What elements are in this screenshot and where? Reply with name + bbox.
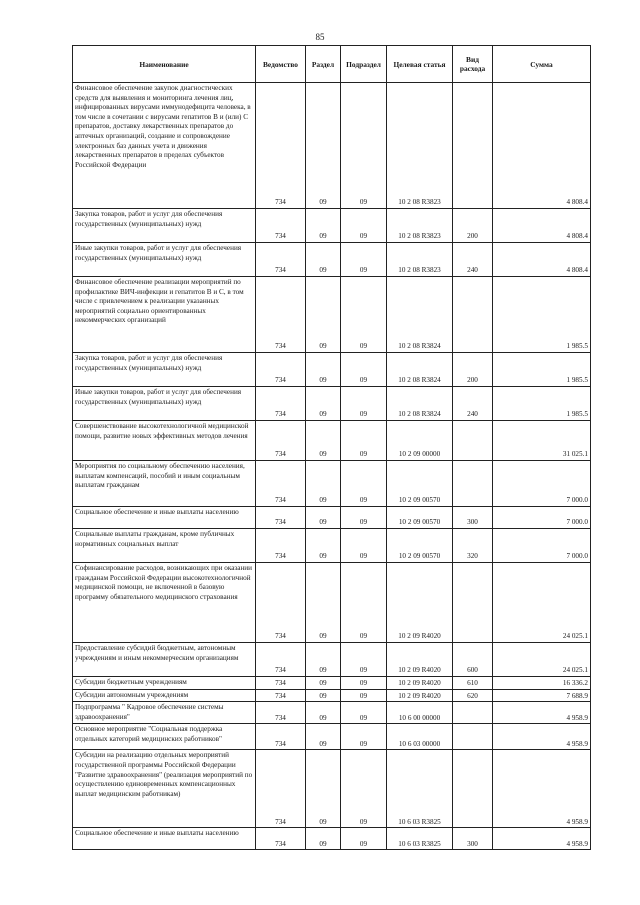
cell-dept: 734 (256, 828, 306, 850)
cell-dept: 734 (256, 529, 306, 563)
cell-section: 09 (306, 209, 341, 243)
table-row (73, 209, 591, 243)
table-row (73, 724, 591, 750)
cell-dept: 734 (256, 750, 306, 828)
cell-subsection: 09 (341, 353, 387, 387)
cell-amount: 1 985.5 (493, 277, 591, 353)
cell-amount: 7 000.0 (493, 461, 591, 507)
cell-amount: 4 808.4 (493, 209, 591, 243)
cell-section: 09 (306, 529, 341, 563)
cell-section: 09 (306, 750, 341, 828)
cell-amount: 7 000.0 (493, 507, 591, 529)
cell-dept: 734 (256, 689, 306, 702)
cell-target: 10 2 09 R4020 (387, 689, 453, 702)
header-amount: Сумма (493, 46, 591, 83)
cell-section: 09 (306, 702, 341, 724)
cell-amount: 7 000.0 (493, 529, 591, 563)
cell-section: 09 (306, 689, 341, 702)
cell-expense-type: 600 (453, 643, 493, 677)
cell-target: 10 2 09 R4020 (387, 643, 453, 677)
cell-target: 10 6 03 00000 (387, 724, 453, 750)
cell-subsection: 09 (341, 209, 387, 243)
table-row (73, 702, 591, 724)
table-row (73, 277, 591, 353)
cell-dept: 734 (256, 353, 306, 387)
cell-expense-type (453, 724, 493, 750)
cell-expense-type: 610 (453, 677, 493, 690)
cell-amount: 4 958.9 (493, 724, 591, 750)
cell-dept: 734 (256, 563, 306, 643)
cell-section: 09 (306, 677, 341, 690)
cell-subsection: 09 (341, 387, 387, 421)
cell-expense-type (453, 750, 493, 828)
cell-subsection: 09 (341, 689, 387, 702)
cell-expense-type: 200 (453, 209, 493, 243)
cell-section: 09 (306, 277, 341, 353)
cell-name: Подпрограмма " Кадровое обеспечение системы здравоохранения" (73, 702, 256, 724)
cell-section: 09 (306, 461, 341, 507)
table-row (73, 461, 591, 507)
cell-name: Предоставление субсидий бюджетным, автономным учреждениям и иным некоммерческим организациям (73, 643, 256, 677)
header-section: Раздел (306, 46, 341, 83)
cell-section: 09 (306, 83, 341, 209)
cell-expense-type: 240 (453, 387, 493, 421)
table-header-row (73, 46, 591, 83)
cell-amount: 16 336.2 (493, 677, 591, 690)
cell-name: Закупка товаров, работ и услуг для обеспечения государственных (муниципальных) нужд (73, 353, 256, 387)
cell-subsection: 09 (341, 750, 387, 828)
cell-dept: 734 (256, 724, 306, 750)
cell-amount: 4 958.9 (493, 750, 591, 828)
cell-amount: 4 808.4 (493, 243, 591, 277)
cell-expense-type (453, 563, 493, 643)
table-row (73, 529, 591, 563)
table-row (73, 507, 591, 529)
table-row (73, 83, 591, 209)
table-row (73, 677, 591, 690)
cell-name: Мероприятия по социальному обеспечению населения, выплатам компенсаций, пособий и иным социальным выплатам гражданам (73, 461, 256, 507)
page-number: 85 (315, 32, 325, 42)
cell-subsection: 09 (341, 643, 387, 677)
cell-name: Финансовое обеспечение реализации мероприятий по профилактике ВИЧ-инфекции и гепатитов B и C, в том числе с привлечением к реализации указанных мероприятий социально ориентированных некоммерческих организаций (73, 277, 256, 353)
cell-name: Закупка товаров, работ и услуг для обеспечения государственных (муниципальных) нужд (73, 209, 256, 243)
table-row (73, 421, 591, 461)
cell-target: 10 2 08 R3823 (387, 209, 453, 243)
cell-subsection: 09 (341, 507, 387, 529)
table-row (73, 353, 591, 387)
cell-expense-type: 240 (453, 243, 493, 277)
cell-dept: 734 (256, 83, 306, 209)
header-dept: Ведомство (256, 46, 306, 83)
cell-amount: 1 985.5 (493, 353, 591, 387)
cell-dept: 734 (256, 677, 306, 690)
table-row (73, 563, 591, 643)
cell-amount: 24 025.1 (493, 643, 591, 677)
cell-name: Основное мероприятие "Социальная поддержка отдельных категорий медицинских работников" (73, 724, 256, 750)
cell-subsection: 09 (341, 828, 387, 850)
cell-dept: 734 (256, 507, 306, 529)
cell-subsection: 09 (341, 677, 387, 690)
cell-dept: 734 (256, 643, 306, 677)
cell-subsection: 09 (341, 529, 387, 563)
cell-section: 09 (306, 353, 341, 387)
cell-expense-type (453, 702, 493, 724)
cell-target: 10 2 09 R4020 (387, 677, 453, 690)
cell-target: 10 2 09 00000 (387, 421, 453, 461)
cell-expense-type (453, 421, 493, 461)
cell-subsection: 09 (341, 421, 387, 461)
cell-target: 10 2 09 00570 (387, 529, 453, 563)
table-row (73, 643, 591, 677)
cell-target: 10 2 08 R3824 (387, 277, 453, 353)
cell-subsection: 09 (341, 724, 387, 750)
cell-amount: 1 985.5 (493, 387, 591, 421)
cell-target: 10 6 00 00000 (387, 702, 453, 724)
cell-section: 09 (306, 243, 341, 277)
cell-expense-type (453, 83, 493, 209)
cell-amount: 4 958.9 (493, 828, 591, 850)
cell-amount: 31 025.1 (493, 421, 591, 461)
cell-expense-type: 200 (453, 353, 493, 387)
cell-section: 09 (306, 563, 341, 643)
cell-section: 09 (306, 421, 341, 461)
header-name: Наименование (73, 46, 256, 83)
cell-expense-type: 300 (453, 507, 493, 529)
cell-name: Субсидии бюджетным учреждениям (73, 677, 256, 690)
cell-name: Социальные выплаты гражданам, кроме публичных нормативных социальных выплат (73, 529, 256, 563)
cell-dept: 734 (256, 277, 306, 353)
cell-target: 10 2 08 R3824 (387, 387, 453, 421)
table-row (73, 750, 591, 828)
header-subsection: Подраздел (341, 46, 387, 83)
cell-target: 10 2 08 R3823 (387, 243, 453, 277)
cell-target: 10 2 08 R3823 (387, 83, 453, 209)
cell-expense-type (453, 277, 493, 353)
table-row (73, 689, 591, 702)
cell-name: Иные закупки товаров, работ и услуг для обеспечения государственных (муниципальных) нужд (73, 243, 256, 277)
header-expense-type: Вид расхода (453, 46, 493, 83)
table-row (73, 243, 591, 277)
cell-subsection: 09 (341, 461, 387, 507)
cell-name: Субсидии на реализацию отдельных мероприятий государственной программы Российской Федерации "Развитие здравоохранения" (реализация мероприятий по осуществлению единовременных компенсационных выплат медицинским работникам) (73, 750, 256, 828)
table-row (73, 828, 591, 850)
cell-target: 10 6 03 R3825 (387, 828, 453, 850)
cell-name: Социальное обеспечение и иные выплаты населению (73, 828, 256, 850)
cell-amount: 4 808.4 (493, 83, 591, 209)
cell-dept: 734 (256, 243, 306, 277)
cell-subsection: 09 (341, 702, 387, 724)
cell-section: 09 (306, 643, 341, 677)
cell-dept: 734 (256, 461, 306, 507)
cell-target: 10 6 03 R3825 (387, 750, 453, 828)
cell-subsection: 09 (341, 563, 387, 643)
cell-section: 09 (306, 724, 341, 750)
cell-name: Финансовое обеспечение закупок диагностических средств для выявления и мониторинга лечения лиц, инфицированных вирусами иммунодефицита человека, в том числе в сочетании с вирусами гепатитов B и (или) C препаратов, доставку лекарственных препаратов до аптечных организаций, создание и сопровождение электронных баз данных учета и движения лекарственных препаратов в пределах субъектов Российской Федерации (73, 83, 256, 209)
cell-target: 10 2 09 00570 (387, 507, 453, 529)
header-target: Целевая статья (387, 46, 453, 83)
cell-subsection: 09 (341, 243, 387, 277)
cell-target: 10 2 08 R3824 (387, 353, 453, 387)
table-row (73, 387, 591, 421)
cell-target: 10 2 09 R4020 (387, 563, 453, 643)
cell-subsection: 09 (341, 83, 387, 209)
cell-name: Совершенствование высокотехнологичной медицинской помощи, развитие новых эффективных методов лечения (73, 421, 256, 461)
cell-expense-type: 620 (453, 689, 493, 702)
cell-amount: 24 025.1 (493, 563, 591, 643)
cell-dept: 734 (256, 702, 306, 724)
cell-expense-type (453, 461, 493, 507)
cell-section: 09 (306, 828, 341, 850)
cell-subsection: 09 (341, 277, 387, 353)
cell-name: Социальное обеспечение и иные выплаты населению (73, 507, 256, 529)
cell-amount: 7 688.9 (493, 689, 591, 702)
cell-section: 09 (306, 507, 341, 529)
cell-name: Иные закупки товаров, работ и услуг для обеспечения государственных (муниципальных) нужд (73, 387, 256, 421)
cell-dept: 734 (256, 421, 306, 461)
cell-name: Субсидии автономным учреждениям (73, 689, 256, 702)
cell-amount: 4 958.9 (493, 702, 591, 724)
cell-target: 10 2 09 00570 (387, 461, 453, 507)
cell-dept: 734 (256, 209, 306, 243)
cell-expense-type: 320 (453, 529, 493, 563)
cell-expense-type: 300 (453, 828, 493, 850)
budget-table (72, 45, 591, 850)
cell-name: Софинансирование расходов, возникающих при оказании гражданам Российской Федерации высокотехнологичной медицинской помощи, не включенной в базовую программу обязательного медицинского страхования (73, 563, 256, 643)
cell-dept: 734 (256, 387, 306, 421)
cell-section: 09 (306, 387, 341, 421)
